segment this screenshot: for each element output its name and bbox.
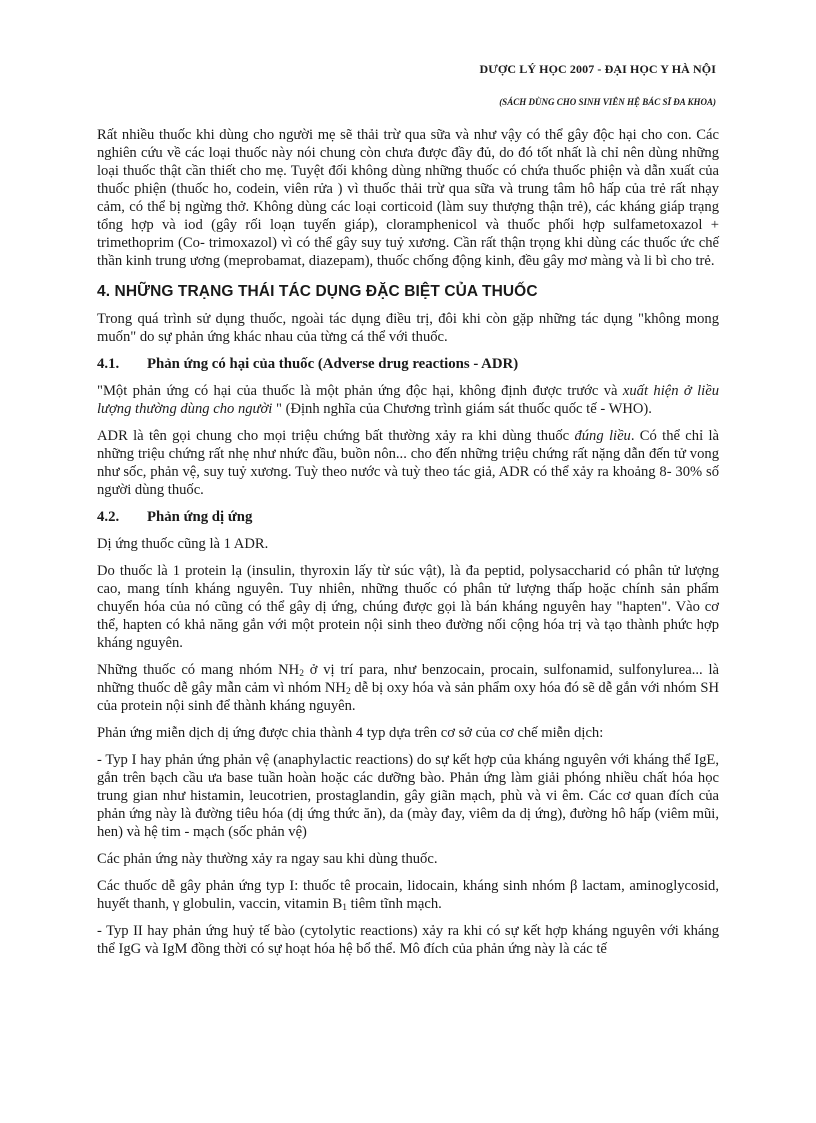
intro-paragraph: Rất nhiều thuốc khi dùng cho người mẹ sẽ thải trừ qua sữa và như vậy có thể gây độc hại cho con. Các nghiên cứu về các loại thuốc này nói chung còn chưa được đầy đủ, do đó tốt nhất là chỉ nên dùng những loại thuốc thật cần thiết cho mẹ. Tuyệt đối không dùng những thuốc có chứa thuốc phiện và dẫn xuất của thuốc phiện (thuốc ho, codein, viên rửa ) vì thuốc thải trừ qua sữa và trung tâm hô hấp của trẻ rất nhạy cảm, có thể bị ngừng thở. Không dùng các loại corticoid (làm suy thượng thận trẻ), các kháng giáp trạng tổng hợp và iod (gây rối loạn tuyến giáp), cloramphenicol và thuốc phối hợp sulfametoxazol + trimethoprim (Co- trimoxazol) vì có thể gây suy tuỷ xương. Cần rất thận trọng khi dùng các thuốc ức chế thần kinh trung ương (meprobamat, diazepam), thuốc chống động kinh, đều gây mơ màng và li bì cho trẻ.: [97, 127, 719, 269]
typ-1-paragraph: - Typ I hay phản ứng phản vệ (anaphylactic reactions) do sự kết hợp của kháng nguyên với kháng thể IgE, gắn trên bạch cầu ưa base tuần hoàn hoặc các dưỡng bào. Phản ứng làm giải phóng nhiều chất hóa học trung gian như histamin, leucotrien, prostaglandin, gây giãn mạch, phù và vi êm. Các cơ quan đích của phản ứng này là đường tiêu hóa (dị ứng thức ăn), da (mày đay, viêm da dị ứng), đường hô hấp (viêm mũi, hen) và hệ tim - mạch (sốc phản vệ): [97, 752, 719, 840]
typ-1-drugs-paragraph: Các thuốc dễ gây phản ứng typ I: thuốc tê procain, lidocain, kháng sinh nhóm β lactam, aminoglycosid, huyết thanh, γ globulin, vaccin, vitamin $B_1$ tiêm tĩnh mạch.: [97, 878, 719, 913]
who-definition-paragraph: "Một phản ứng có hại của thuốc là một phản ứng độc hại, không định được trước và xuất hiện ở liều lượng thường dùng cho người " (Định nghĩa của Chương trình giám sát thuốc quốc tế - WHO).: [97, 383, 719, 417]
italic-phrase: đúng liều: [574, 428, 631, 444]
section-4-paragraph: Trong quá trình sử dụng thuốc, ngoài tác dụng điều trị, đôi khi còn gặp những tác dụng "không mong muốn" do sự phản ứng khác nhau của từng cá thể với thuốc.: [97, 311, 719, 345]
italic-phrase: xuất hiện ở liều lượng thường dùng cho người: [97, 383, 719, 417]
section-4-1-number: 4.1.: [97, 356, 120, 372]
paragraph: Do thuốc là 1 protein lạ (insulin, thyroxin lấy từ súc vật), là đa peptid, polysaccharid có phân tử lượng cao, mang tính kháng nguyên. Tuy nhiên, những thuốc có phân tử lượng thấp hoặc chính sản phẩm chuyển hóa của nó cũng có thể gây dị ứng, chúng được gọi là bán kháng nguyên hay "hapten". Vào cơ thể, hapten có khả năng gắn với một protein nội sinh theo đường nối cộng hóa trị và tạo thành phức hợp kháng nguyên.: [97, 563, 719, 651]
section-4-1-heading: [97, 355, 719, 373]
header-subtitle: (SÁCH DÙNG CHO SINH VIÊN HỆ BÁC SĨ ĐA KHOA): [499, 97, 716, 107]
paragraph: Dị ứng thuốc cũng là 1 ADR.: [97, 536, 269, 552]
section-4-2-heading: [97, 508, 719, 526]
section-4-2-title: Phản ứng dị ứng: [147, 509, 253, 525]
header-title: DƯỢC LÝ HỌC 2007 - ĐẠI HỌC Y HÀ NỘI: [479, 62, 716, 76]
typ-2-paragraph: - Typ II hay phản ứng huỷ tế bào (cytolytic reactions) xảy ra khi có sự kết hợp kháng nguyên với kháng thể IgG và IgM đồng thời có sự hoạt hóa hệ bổ thể. Mô đích của phản ứng này là các tế: [97, 923, 719, 957]
document-body: [97, 126, 719, 967]
paragraph: Phản ứng miễn dịch dị ứng được chia thành 4 typ dựa trên cơ sở của cơ chế miễn dịch:: [97, 725, 604, 741]
section-4-2-number: 4.2.: [97, 509, 120, 525]
section-4-1-title: Phản ứng có hại của thuốc (Adverse drug reactions - ADR): [147, 356, 519, 372]
nh2-paragraph: Những thuốc có mang nhóm $NH_2$ ở vị trí para, như benzocain, procain, sulfonamid, sulfonylurea... là những thuốc dễ gây mẫn cảm vì nhóm $NH_2$ dễ bị oxy hóa và sản phẩm oxy hóa đó sẽ dễ gắn với nhóm SH của protein nội sinh để thành kháng nguyên.: [97, 662, 719, 714]
section-4-heading: 4. NHỮNG TRẠNG THÁI TÁC DỤNG ĐẶC BIỆT CỦA THUỐC: [97, 283, 538, 300]
paragraph: Các phản ứng này thường xảy ra ngay sau khi dùng thuốc.: [97, 851, 438, 867]
adr-description-paragraph: ADR là tên gọi chung cho mọi triệu chứng bất thường xảy ra khi dùng thuốc đúng liều. Có thể chỉ là những triệu chứng rất nhẹ như nhức đầu, buồn nôn... cho đến những triệu chứng rất nặng dẫn đến tử vong như sốc, phản vệ, suy tuỷ xương. Tuỳ theo nước và tuỳ theo tác giả, ADR có thể xảy ra khoảng 8- 30% số người dùng thuốc.: [97, 428, 719, 498]
